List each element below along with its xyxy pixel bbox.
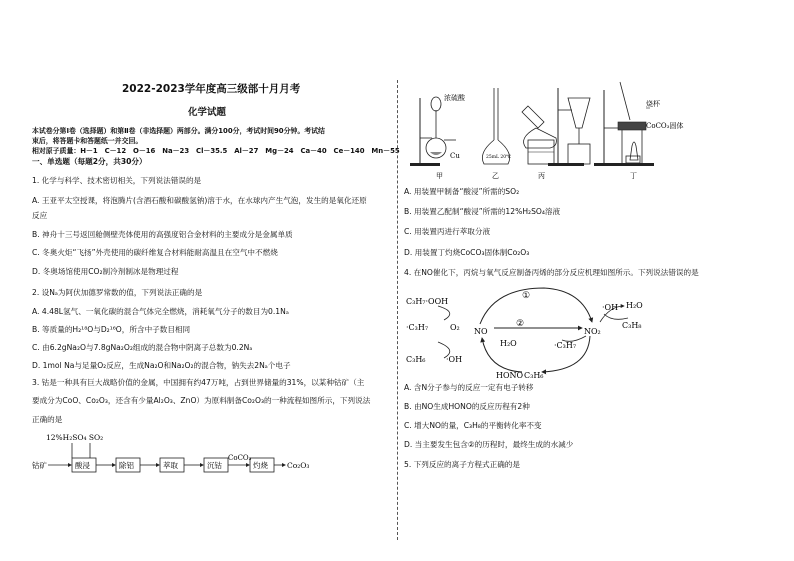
apparatus-figure — [408, 78, 684, 180]
flow-step-2-label: 除铝 — [119, 461, 134, 470]
species-c3h7ooh: C₃H₇·OOH — [406, 297, 449, 306]
apparatus-ding — [594, 82, 683, 180]
species-h2o-right: H₂O — [626, 301, 643, 310]
label-yi: 乙 — [492, 172, 499, 180]
q1-option-a: A. 王亚平太空授课，将泡腾片(含酒石酸和碳酸氢钠)溶于水，在水球内产生气泡，发生的是氧化还原 — [32, 196, 367, 205]
q4-option-a: A. 含N分子参与的反应一定有电子转移 — [404, 383, 534, 392]
q4-option-c: C. 增大NO的量，C₃H₈的平衡转化率不变 — [404, 421, 542, 430]
apparatus-yi — [482, 88, 511, 180]
q4-option-d: D. 当主要发生包含②的历程时，最终生成的水减少 — [404, 440, 574, 449]
flow-step-3-label: 萃取 — [163, 461, 178, 470]
label-jia: 甲 — [436, 172, 443, 180]
q3-option-c: C. 用装置丙进行萃取分液 — [404, 227, 491, 236]
circle-2: ② — [516, 319, 525, 329]
intro-line-2: 束后，将答题卡和答题纸一并交回。 — [32, 137, 143, 145]
species-h2o-mid: H₂O — [500, 339, 517, 348]
flow-reagents: 12%H₂SO₄ SO₂ — [46, 433, 104, 442]
q1-option-c: C. 冬奥火炬“飞扬”外壳使用的碳纤维复合材料能耐高温且在空气中不燃烧 — [32, 248, 278, 257]
label-ding: 丁 — [630, 172, 637, 180]
q4-stem: 4. 在NO催化下，丙烷与氧气反应制备丙烯的部分反应机理如图所示。下列说法错误的是 — [404, 268, 699, 277]
q1-stem: 1. 化学与科学、技术密切相关，下列说法错误的是 — [32, 176, 202, 185]
species-o2: O₂ — [450, 323, 460, 332]
q2-option-c: C. 由6.2gNa₂O与7.8gNa₂O₂组成的混合物中阴离子总数为0.2Nₐ — [32, 343, 253, 352]
apparatus-bing — [522, 106, 556, 180]
label-bing: 丙 — [538, 172, 545, 180]
species-oh-left: ·OH — [446, 355, 463, 364]
species-oh-right: ·OH — [602, 303, 619, 312]
q3-option-d: D. 用装置丁灼烧CoCO₃固体制Co₂O₃ — [404, 248, 530, 257]
q1-option-d: D. 冬奥场馆使用CO₂制冷剂制冰是物理过程 — [32, 267, 179, 276]
label-acid: 浓硫酸 — [444, 94, 465, 102]
label-beaker: 烧杯 — [646, 100, 660, 108]
q3-option-b: B. 用装置乙配制“酸浸”所需的12%H₂SO₄溶液 — [404, 207, 561, 216]
atomic-masses: 相对原子质量：H－1 C－12 O－16 Na－23 Cl－35.5 Al－27 Mg－24 Ca－40 Ce－140 Mn－55 — [32, 147, 400, 155]
species-c3h7-right: ·C₃H₇ — [554, 341, 577, 350]
q1-option-a-cont: 反应 — [32, 211, 48, 220]
apparatus-jia — [410, 93, 466, 180]
flow-step-1-label: 酸浸 — [75, 461, 90, 470]
flow-start: 钴矿 — [32, 461, 47, 470]
mechanism-diagram — [404, 284, 644, 380]
q1-option-b: B. 神舟十三号返回舱侧壁壳体使用的高强度铝合金材料的主要成分是金属单质 — [32, 230, 293, 239]
label-cu: Cu — [450, 152, 460, 160]
q4-option-b: B. 由NO生成HONO的反应历程有2种 — [404, 402, 530, 411]
flow-step-5-label: 灼烧 — [253, 461, 268, 470]
q2-option-a: A. 4.48L氢气、一氧化碳的混合气体完全燃烧，消耗氧气分子的数目为0.1Nₐ — [32, 307, 289, 316]
q3-line-2: 要成分为CoO、Co₂O₃，还含有少量Al₂O₃、ZnO）为原料制备Co₂O₃的一种流程如图所示，下列说法 — [32, 396, 371, 405]
intro-line-1: 本试卷分第Ⅰ卷（选择题）和第Ⅱ卷（非选择题）两部分。满分100分，考试时间90分钟。考试结 — [32, 127, 325, 135]
q5-stem: 5. 下列反应的离子方程式正确的是 — [404, 460, 520, 469]
q3-flow-chart — [32, 430, 332, 480]
species-c3h6-left: C₃H₆ — [406, 355, 426, 364]
q2-option-d: D. 1mol Na与足量O₂反应，生成Na₂O和Na₂O₂的混合物，钠失去2Nₐ个电子 — [32, 361, 291, 370]
species-hono: HONO — [496, 371, 524, 380]
species-no: NO — [474, 327, 488, 336]
species-no2: NO₂ — [584, 327, 601, 336]
q3-option-a: A. 用装置甲制备“酸浸”所需的SO₂ — [404, 187, 520, 196]
label-flask: 25mL 20℃ — [486, 155, 512, 160]
exam-title: 2022-2023学年度高三级部十月月考 — [122, 83, 301, 95]
exam-subtitle: 化学试题 — [188, 107, 227, 118]
species-c3h6-mid: C₃H₆ — [524, 371, 544, 380]
species-c3h8-right: C₃H₈ — [622, 321, 642, 330]
label-solid: CoCO₃固体 — [646, 122, 684, 130]
flow-coco3: CoCO₃ — [228, 454, 252, 462]
q3-line-1: 3. 钴是一种具有巨大战略价值的金属，中国拥有约47万吨，占到世界储量的31%，以某种钴矿（主 — [32, 378, 365, 387]
section-heading: 一、单选题（每题2分，共30分） — [32, 157, 147, 166]
column-divider — [397, 80, 398, 540]
flow-step-4-label: 沉钴 — [207, 461, 222, 470]
species-c3h7-left: ·C₃H₇ — [406, 323, 429, 332]
q3-line-3: 正确的是 — [32, 415, 63, 424]
q2-stem: 2. 设Nₐ为阿伏加德罗常数的值，下列说法正确的是 — [32, 288, 203, 297]
q2-option-b: B. 等质量的H₂¹⁸O与D₂¹⁶O，所含中子数目相同 — [32, 325, 191, 334]
circle-1: ① — [522, 291, 531, 301]
flow-product: Co₂O₃ — [287, 461, 310, 470]
